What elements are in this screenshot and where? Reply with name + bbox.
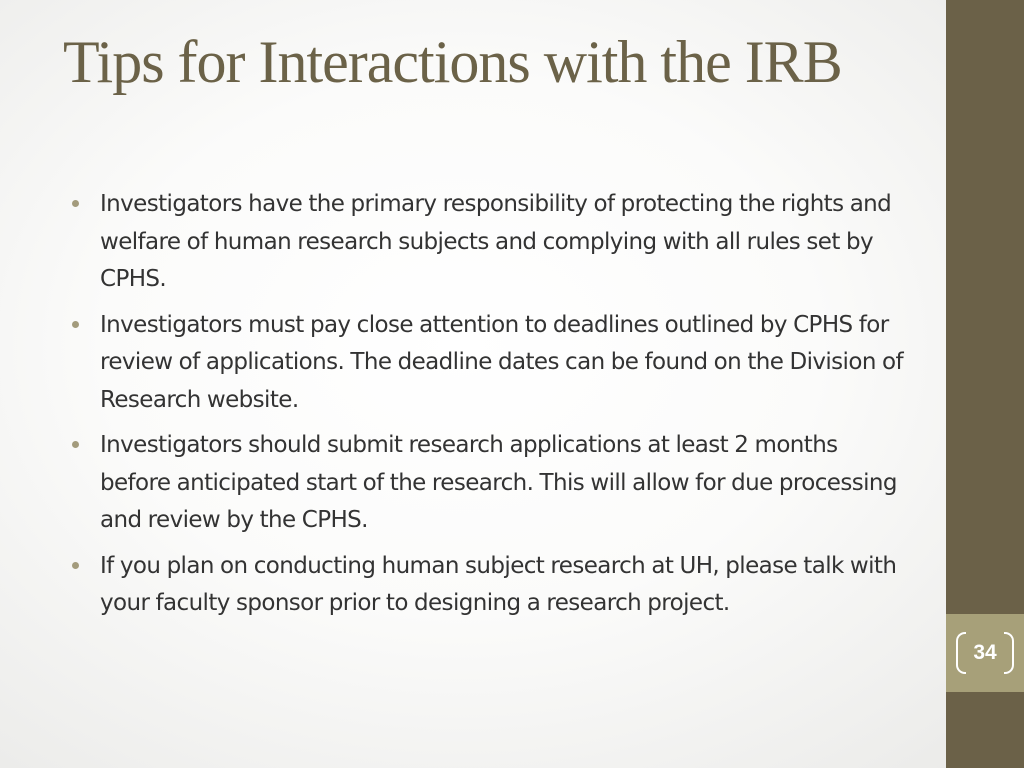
page-number: 34 [973, 641, 997, 664]
bullet-item [72, 548, 912, 623]
bullet-text: Investigators have the primary responsibility of protecting the rights and welfare of human research subjects and complying with all rules set by CPHS. [100, 191, 892, 292]
bullet-item [72, 186, 912, 299]
bullet-item [72, 427, 912, 540]
bullet-dot-icon [72, 200, 79, 207]
bullet-item [72, 307, 912, 420]
right-bracket-icon [1004, 632, 1014, 674]
bullet-text: Investigators should submit research applications at least 2 months before anticipated start of the research. This will allow for due processing and review by the CPHS. [100, 432, 897, 533]
bullet-dot-icon [72, 562, 79, 569]
slide-title: Tips for Interactions with the IRB [63, 29, 842, 95]
bullet-text: Investigators must pay close attention to deadlines outlined by CPHS for review of applications. The deadline dates can be found on the Division of Research website. [100, 311, 903, 413]
bullet-dot-icon [72, 321, 79, 328]
decorative-sidebar [946, 0, 1024, 768]
page-number-box [946, 614, 1024, 692]
bullet-list [72, 186, 912, 631]
bullet-dot-icon [72, 441, 79, 448]
bullet-text: If you plan on conducting human subject research at UH, please talk with your faculty sponsor prior to designing a research project. [100, 552, 897, 616]
